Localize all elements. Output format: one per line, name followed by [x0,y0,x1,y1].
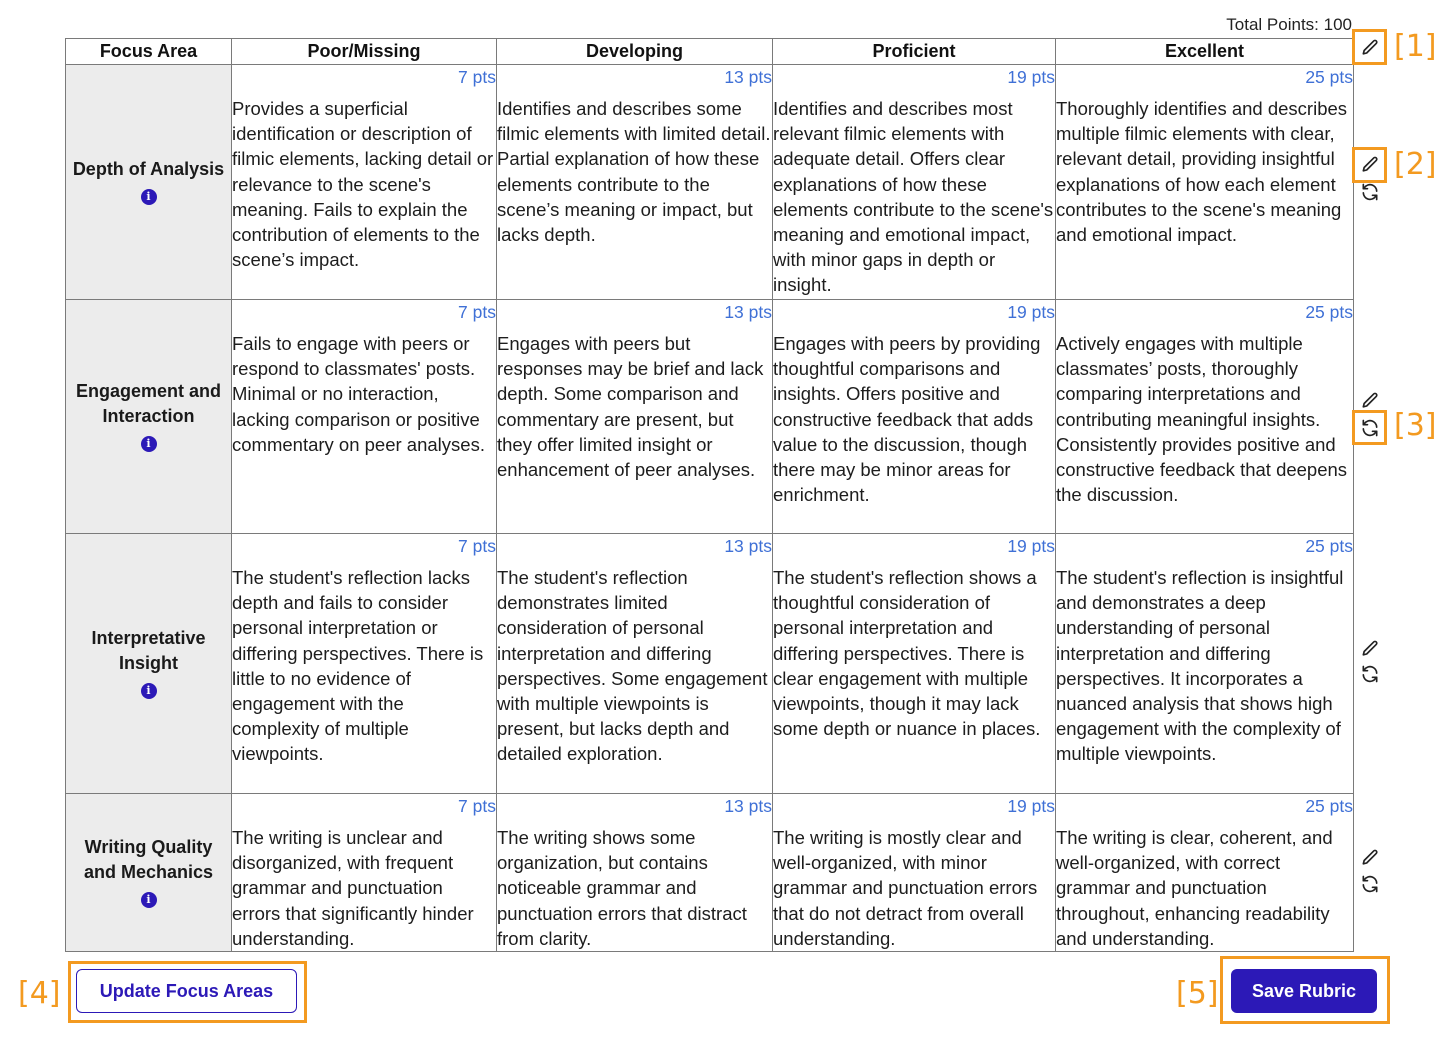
column-header-focus-area: Focus Area [66,39,232,65]
column-header-developing: Developing [497,39,773,65]
regenerate-row-button[interactable] [1359,181,1381,203]
edit-row-button[interactable] [1359,638,1381,660]
points-label: 19 pts [1007,67,1055,87]
edit-header-button[interactable] [1359,37,1381,59]
focus-area-name: Interpretative Insight [91,628,206,673]
points-label: 13 pts [724,302,772,322]
points-label: 13 pts [724,67,772,87]
annotation-label: [1] [1394,29,1437,64]
criterion-cell [1056,300,1354,534]
criterion-description: Actively engages with multiple classmates’ posts, thoroughly comparing interpretations and contributing meaningful insights. Consistently provides positive and constructive feedback that deepens the discussion. [1056,333,1348,506]
pencil-icon [1360,391,1380,411]
points-label: 25 pts [1305,536,1353,556]
points-label: 13 pts [724,536,772,556]
points-label: 25 pts [1305,302,1353,322]
focus-area-cell [66,534,232,794]
table-row [66,534,1354,794]
column-header-excellent: Excellent [1056,39,1354,65]
focus-area-cell [66,65,232,300]
points-label: 7 pts [458,67,496,87]
criterion-cell [497,300,773,534]
focus-area-cell [66,794,232,952]
criterion-cell [773,534,1056,794]
criterion-cell [1056,65,1354,300]
points-label: 7 pts [458,796,496,816]
points-label: 25 pts [1305,67,1353,87]
edit-row-button[interactable] [1359,390,1381,412]
annotation-label: [3] [1394,408,1437,443]
criterion-cell [773,300,1056,534]
points-label: 7 pts [458,536,496,556]
pencil-icon [1360,155,1380,175]
edit-row-button[interactable] [1359,154,1381,176]
annotation-label: [4] [18,976,61,1011]
points-label: 7 pts [458,302,496,322]
criterion-description: Provides a superficial identification or description of filmic elements, lacking detail or relevance to the scene's meaning. Fails to explain the contribution of elements to the scene’s impact. [232,98,494,271]
focus-area-name: Writing Quality and Mechanics [83,837,214,882]
criterion-cell [232,794,497,952]
focus-area-name: Engagement and Interaction [75,381,222,426]
criterion-cell [497,65,773,300]
criterion-description: The student's reflection is insightful and demonstrates a deep understanding of personal interpretation and differing perspectives. It incorporates a nuanced analysis that shows high engagement with the complexity of multiple viewpoints. [1056,567,1344,765]
criterion-description: The student's reflection demonstrates limited consideration of personal interpretation and differing perspectives. Some engagement with multiple viewpoints is present, but lacks depth and detailed exploration. [497,567,768,765]
pencil-icon [1360,848,1380,868]
info-icon[interactable]: i [141,436,157,452]
table-row [66,65,1354,300]
criterion-description: The writing shows some organization, but contains noticeable grammar and punctuation errors that distract from clarity. [497,827,747,949]
criterion-cell [232,300,497,534]
points-label: 19 pts [1007,796,1055,816]
focus-area-cell [66,300,232,534]
criterion-description: Engages with peers by providing thoughtful comparisons and insights. Offers positive and constructive feedback that adds value to the discussion, though there may be minor areas for enrichment. [773,333,1041,506]
regenerate-row-button[interactable] [1359,873,1381,895]
criterion-cell [497,534,773,794]
regenerate-row-button[interactable] [1359,663,1381,685]
pencil-icon [1360,639,1380,659]
column-header-poor: Poor/Missing [232,39,497,65]
table-row [66,300,1354,534]
annotation-label: [5] [1176,976,1219,1011]
criterion-cell [773,794,1056,952]
refresh-icon [1360,182,1380,202]
criterion-cell [773,65,1056,300]
focus-area-name: Depth of Analysis [72,159,225,179]
criterion-description: The student's reflection shows a thoughtful consideration of personal interpretation and differing perspectives. There is clear engagement with multiple viewpoints, though it may lack some depth or nuance in places. [773,567,1041,740]
update-focus-areas-button[interactable]: Update Focus Areas [76,969,297,1013]
rubric-table [65,38,1354,952]
header-row [66,39,1354,65]
table-row [66,794,1354,952]
criterion-description: The writing is unclear and disorganized, with frequent grammar and punctuation errors that significantly hinder understanding. [232,827,474,949]
criterion-description: Fails to engage with peers or respond to classmates' posts. Minimal or no interaction, lacking comparison or positive commentary on peer analyses. [232,333,485,455]
criterion-description: Thoroughly identifies and describes multiple filmic elements with clear, relevant detail, providing insightful explanations of how each element contributes to the scene's meaning and emotional impact. [1056,98,1348,246]
points-label: 19 pts [1007,302,1055,322]
criterion-cell [232,534,497,794]
criterion-description: Identifies and describes some filmic elements with limited detail. Partial explanation of how these elements contribute to the scene’s meaning or impact, but lacks depth. [497,98,771,246]
refresh-icon [1360,418,1380,438]
regenerate-row-button[interactable] [1359,417,1381,439]
criterion-description: Identifies and describes most relevant filmic elements with adequate detail. Offers clear explanations of how these elements contribute to the scene's meaning and emotional impact, with minor gaps in depth or insight. [773,98,1054,296]
criterion-cell [497,794,773,952]
info-icon[interactable]: i [141,189,157,205]
criterion-description: The student's reflection lacks depth and fails to consider personal interpretation or differing perspectives. There is little to no evidence of engagement with the complexity of multiple viewpoints. [232,567,484,765]
criterion-description: The writing is mostly clear and well-organized, with minor grammar and punctuation errors that do not detract from overall understanding. [773,827,1038,949]
criterion-cell [1056,534,1354,794]
annotation-label: [2] [1394,147,1437,182]
pencil-icon [1360,38,1380,58]
info-icon[interactable]: i [141,683,157,699]
criterion-description: The writing is clear, coherent, and well-organized, with correct grammar and punctuation throughout, enhancing readability and understanding. [1056,827,1333,949]
refresh-icon [1360,874,1380,894]
save-rubric-button[interactable]: Save Rubric [1231,969,1377,1013]
points-label: 19 pts [1007,536,1055,556]
criterion-cell [1056,794,1354,952]
criterion-cell [232,65,497,300]
refresh-icon [1360,664,1380,684]
total-points: Total Points: 100 [1226,15,1352,34]
info-icon[interactable]: i [141,892,157,908]
edit-row-button[interactable] [1359,847,1381,869]
points-label: 13 pts [724,796,772,816]
criterion-description: Engages with peers but responses may be brief and lack depth. Some comparison and commentary are present, but they offer limited insight or enhancement of peer analyses. [497,333,764,481]
column-header-proficient: Proficient [773,39,1056,65]
points-label: 25 pts [1305,796,1353,816]
